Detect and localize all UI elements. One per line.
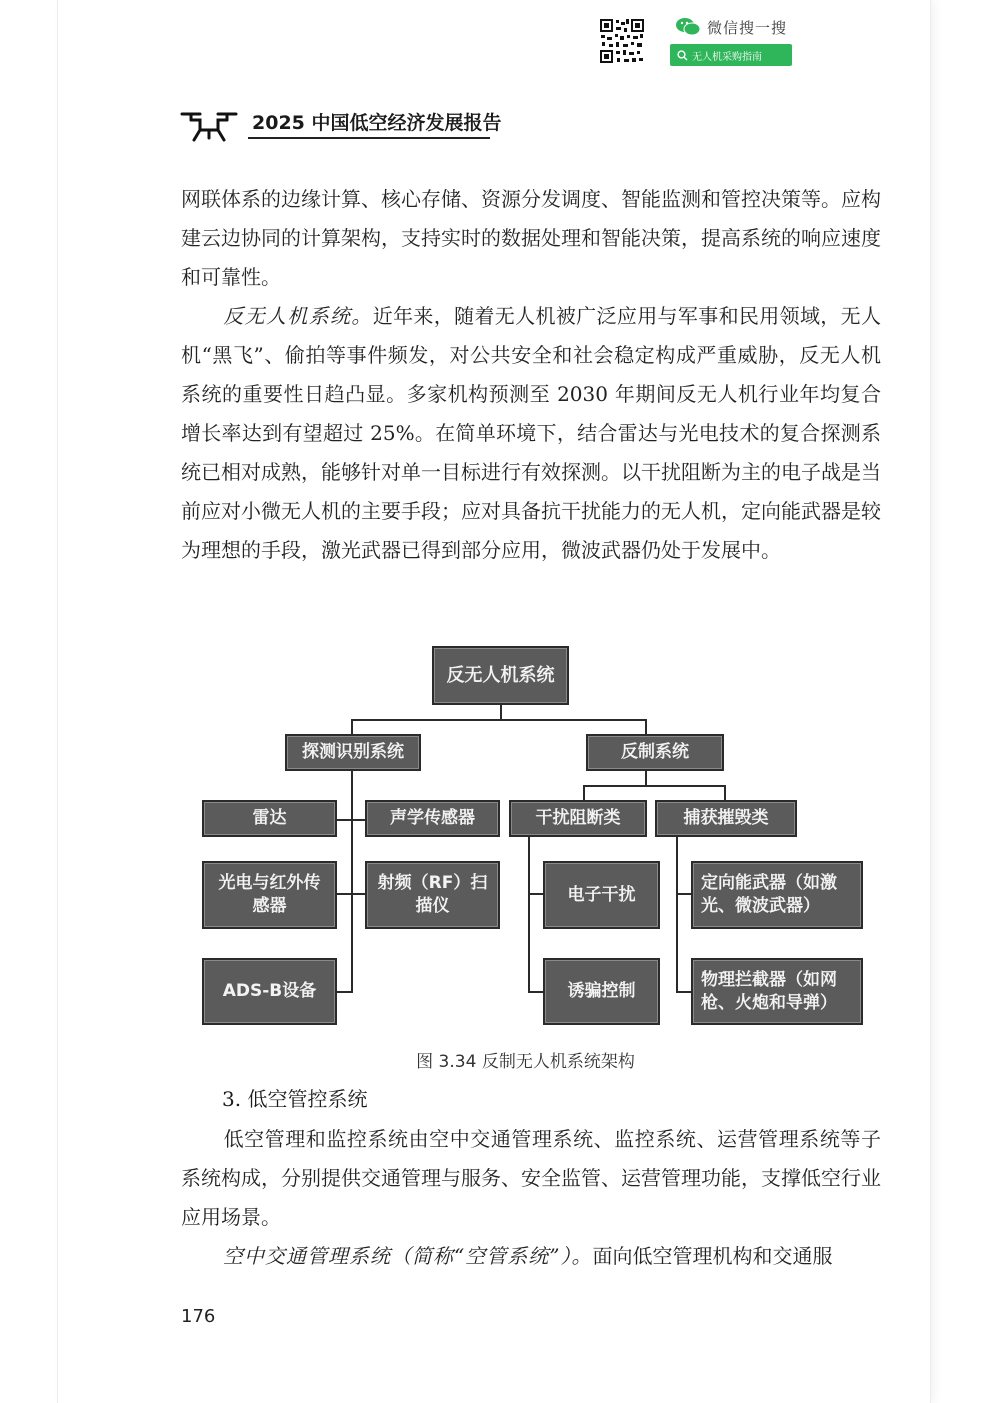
paragraph-2-body: 近年来，随着无人机被广泛应用与军事和民用领域，无人机“黑飞”、偷拍等事件频发，对公共安全和社会稳定构成严重威胁，反无人机系统的重要性日趋凸显。多家机构预测至 2030 年期间反无人机行业年均复合增长率达到有望超过 25%。在简单环境下，结合雷达与光电技术的复合探测系统已相对成熟，能够针对单一目标进行有效探测。以干扰阻断为主的电子战是当前应对小微无人机的主要手段；应对具备抗干扰能力的无人机，定向能武器是较为理想的手段，激光武器已得到部分应用，微波武器仍处于发展中。 — [181, 304, 881, 562]
qr-code-icon — [599, 18, 645, 64]
node-rf-scanner: 射频（RF）扫描仪 — [365, 861, 500, 929]
node-root: 反无人机系统 — [432, 646, 569, 705]
paragraph-3-body: 低空管理和监控系统由空中交通管理系统、监控系统、运营管理系统等子系统构成，分别提供交通管理与服务、安全监管、运营管理功能，支撑低空行业应用场景。 — [181, 1127, 881, 1229]
node-adsb: ADS-B设备 — [202, 958, 337, 1025]
node-countermeasure-system: 反制系统 — [586, 734, 724, 771]
page-number: 176 — [181, 1306, 216, 1327]
node-spoofing-control: 诱骗控制 — [543, 958, 660, 1025]
paragraph-1: 网联体系的边缘计算、核心存储、资源分发调度、智能监测和管控决策等。应构建云边协同的计算架构，支持实时的数据处理和智能决策，提高系统的响应速度和可靠性。 — [181, 187, 881, 289]
wechat-logo-icon — [675, 17, 701, 37]
paragraph-2-lead: 反无人机系统。 — [223, 304, 373, 328]
node-directed-energy: 定向能武器（如激光、微波武器） — [691, 861, 863, 929]
node-capture-destroy: 捕获摧毁类 — [655, 800, 797, 837]
search-query: 无人机采购指南 — [692, 51, 762, 63]
paragraph-3 — [181, 1120, 881, 1237]
header-rule — [248, 137, 490, 139]
node-acoustic-sensor: 声学传感器 — [365, 800, 500, 837]
paragraph-4-body: 面向低空管理机构和交通服 — [592, 1244, 833, 1268]
wechat-search-box[interactable] — [670, 44, 792, 66]
paragraph-4-lead: 空中交通管理系统（简称“空管系统”）。 — [223, 1244, 593, 1268]
section-heading: 3. 低空管控系统 — [222, 1087, 368, 1111]
node-eo-ir-sensor: 光电与红外传感器 — [202, 861, 337, 929]
node-electronic-jamming: 电子干扰 — [543, 861, 660, 929]
report-title: 2025 中国低空经济发展报告 — [252, 112, 502, 134]
running-header — [180, 104, 502, 142]
node-radar: 雷达 — [202, 800, 337, 837]
figure-caption: 图 3.34 反制无人机系统架构 — [416, 1052, 635, 1072]
search-icon — [677, 50, 688, 61]
node-physical-interceptor: 物理拦截器（如网枪、火炮和导弹） — [691, 958, 863, 1025]
drone-icon — [180, 108, 238, 142]
paragraph-4 — [181, 1237, 881, 1276]
node-jamming: 干扰阻断类 — [509, 800, 647, 837]
paragraph-2 — [181, 297, 881, 570]
wechat-search-text: 微信搜一搜 — [707, 18, 788, 37]
wechat-search-label — [675, 16, 787, 38]
node-detection-system: 探测识别系统 — [285, 734, 421, 771]
